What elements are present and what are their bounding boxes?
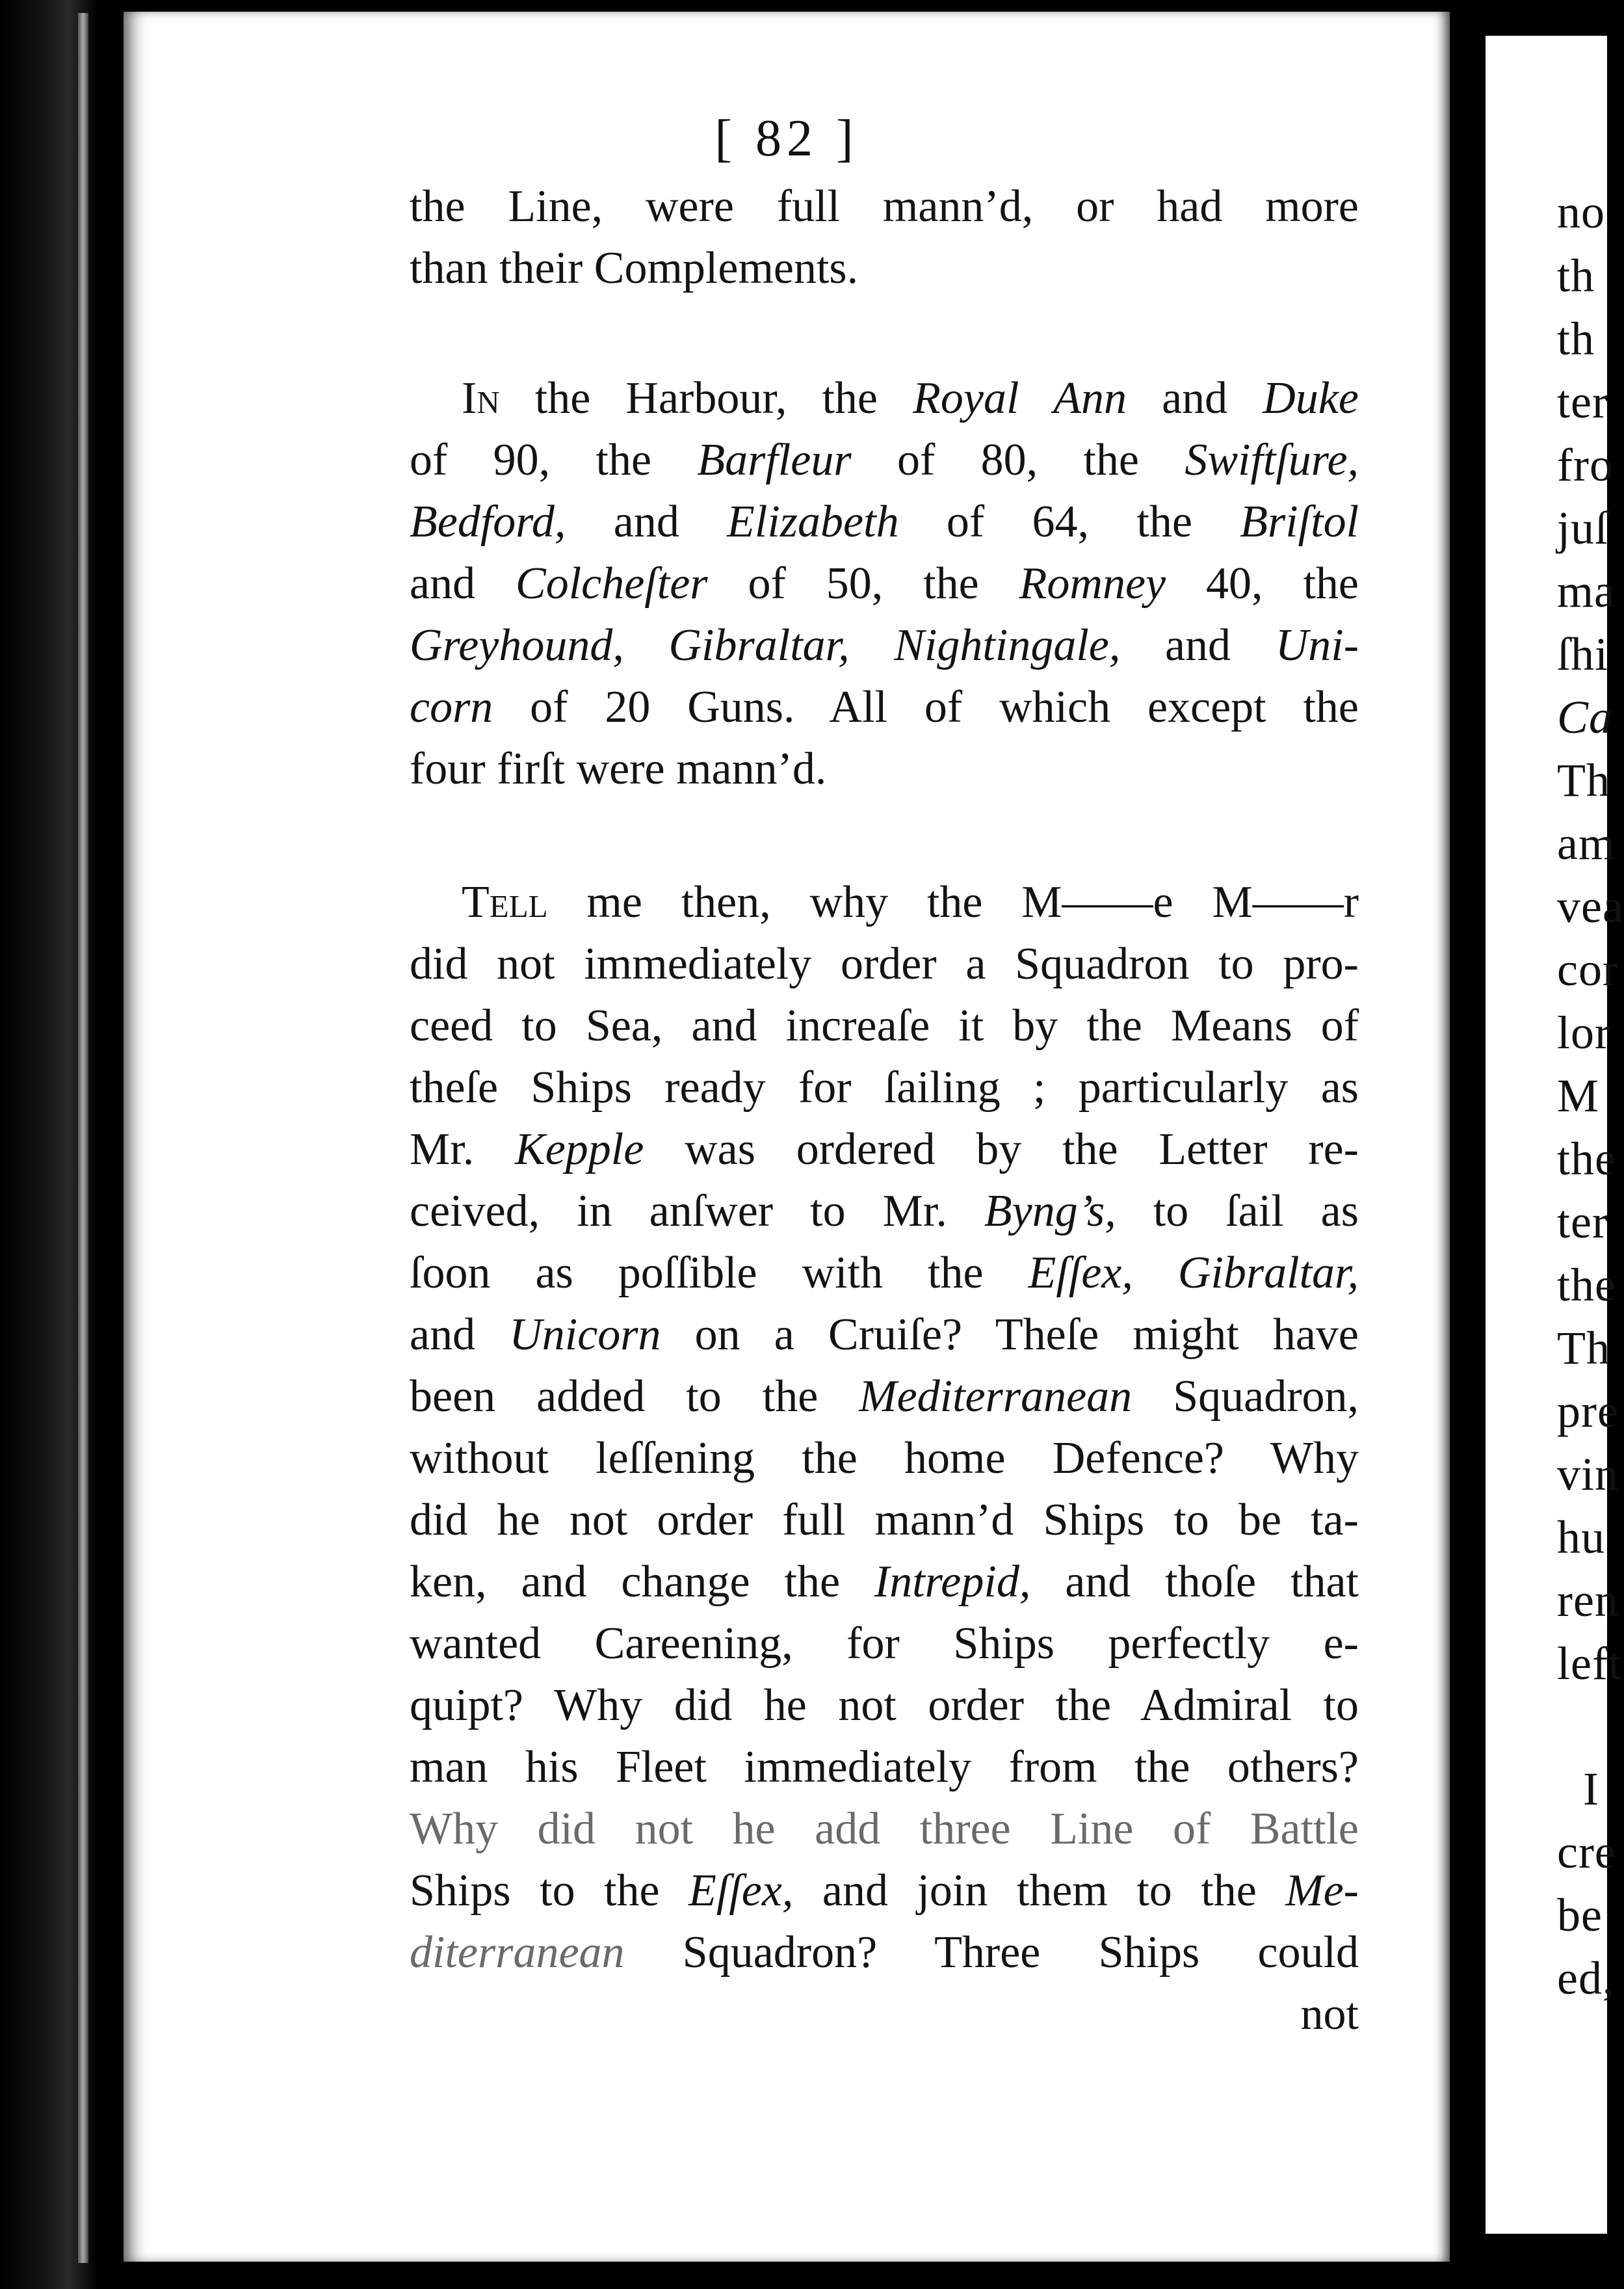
text-run: ceived, in anſwer to Mr. <box>410 1186 984 1236</box>
text-line <box>410 558 1359 610</box>
ship-name: Colcheſter <box>516 559 708 609</box>
facing-text-line: no <box>1557 186 1605 238</box>
text-run: Squadron? Three Ships could <box>624 1927 1359 1978</box>
facing-text-line: ma <box>1557 565 1616 617</box>
facing-text-line: M <box>1557 1070 1600 1122</box>
ship-name: Swiftſure, <box>1185 435 1359 485</box>
ship-name: Gibraltar, <box>668 620 850 670</box>
text-run: ceed to Sea, and increaſe it by the Means of <box>410 1001 1359 1051</box>
place-name: Mediterranean <box>859 1371 1133 1422</box>
text-run: wanted Careening, for Ships perfectly e- <box>410 1619 1359 1669</box>
text-run: of 64, the <box>898 497 1240 547</box>
text-run: and <box>1127 373 1263 423</box>
facing-text-line: ter <box>1557 1196 1608 1248</box>
catchword <box>410 1989 1359 2041</box>
ship-name: Barfleur <box>697 435 852 485</box>
facing-text-line: th <box>1557 250 1595 302</box>
text-line <box>410 1618 1359 1670</box>
text-run: 40, the <box>1166 559 1359 609</box>
text-line <box>410 243 1359 295</box>
text-line <box>410 496 1359 548</box>
facing-text-line: ed, <box>1557 1952 1615 2004</box>
text-run: the Line, were full mann’d, or had more <box>410 181 1359 232</box>
facing-text-line: left <box>1557 1637 1622 1689</box>
text-line <box>410 1865 1359 1917</box>
text-run: me then, why the M——e M——r <box>547 877 1359 927</box>
text-run: of 80, the <box>851 435 1185 485</box>
text-run: theſe Ships ready for ſailing ; particularly as <box>410 1063 1359 1113</box>
text-run: without leſſening the home Defence? Why <box>410 1433 1359 1483</box>
person-name: Byng’s, <box>984 1186 1116 1236</box>
text-run <box>624 620 669 670</box>
text-run: and <box>410 1310 510 1360</box>
facing-text-line: hu <box>1557 1511 1605 1563</box>
facing-text-line: vin <box>1557 1448 1619 1500</box>
facing-text-line: vea <box>1557 880 1624 933</box>
text-run: Tell <box>462 877 548 927</box>
text-run: and thoſe that <box>1030 1557 1359 1607</box>
facing-text-line: Ca <box>1557 691 1614 743</box>
text-run <box>1133 1248 1178 1298</box>
ship-name: Romney <box>1019 559 1166 609</box>
text-run: Squadron, <box>1132 1371 1359 1422</box>
text-run: and <box>1120 620 1276 670</box>
spine-edge <box>78 13 88 2263</box>
text-line <box>410 1247 1359 1299</box>
facing-text-line: cor <box>1557 944 1619 996</box>
text-line <box>410 181 1359 233</box>
ship-name: Duke <box>1263 373 1359 423</box>
facing-text-line: be <box>1557 1889 1603 1941</box>
text-run: and <box>410 559 516 609</box>
text-run: and join them to the <box>793 1866 1286 1916</box>
facing-text-line: ter <box>1557 376 1608 428</box>
ship-name: Eſſex, <box>688 1866 794 1916</box>
text-run: the Harbour, the <box>499 373 913 423</box>
text-run: ſoon as poſſible with the <box>410 1248 1028 1298</box>
place-name: diterranean <box>410 1927 625 1978</box>
facing-text-line: pre <box>1557 1385 1619 1437</box>
text-line <box>410 1124 1359 1176</box>
text-line <box>410 938 1359 990</box>
text-run: and <box>566 497 727 547</box>
text-line <box>410 1000 1359 1052</box>
text-line <box>410 1803 1359 1855</box>
facing-text-line: I <box>1583 1763 1599 1815</box>
text-line <box>410 1927 1359 1979</box>
ship-name: Greyhound, <box>410 620 624 670</box>
text-line <box>410 1556 1359 1608</box>
page-number: [ 82 ] <box>714 110 859 167</box>
text-line <box>410 1371 1359 1423</box>
ship-name: Gibraltar, <box>1177 1248 1359 1298</box>
text-line <box>410 743 1359 795</box>
facing-text-line: lor <box>1557 1007 1611 1059</box>
text-line <box>410 373 1359 425</box>
person-name: Kepple <box>515 1124 644 1174</box>
text-line <box>410 1741 1359 1793</box>
facing-text-line: th <box>1557 313 1595 365</box>
text-run: quipt? Why did he not order the Admiral to <box>410 1680 1359 1730</box>
page-gutter <box>1450 0 1486 2289</box>
ship-name: Unicorn <box>509 1310 661 1360</box>
text-line <box>410 1494 1359 1546</box>
facing-text-line: am <box>1557 817 1616 869</box>
text-run: four firſt were mann’d. <box>410 744 827 794</box>
text-run: ken, and change the <box>410 1557 874 1607</box>
text-line <box>410 1433 1359 1485</box>
text-line <box>410 1680 1359 1732</box>
ship-name: Uni- <box>1275 620 1359 670</box>
text-run: Ships to the <box>410 1866 689 1916</box>
facing-text-line: ren <box>1557 1574 1619 1626</box>
text-run: did he not order full mann’d Ships to be ta- <box>410 1495 1359 1545</box>
text-line <box>410 681 1359 734</box>
ship-name: Nightingale, <box>894 620 1121 670</box>
facing-text-line: the <box>1557 1259 1616 1311</box>
text-run: did not immediately order a Squadron to pro- <box>410 939 1359 989</box>
book-spine <box>0 0 98 2289</box>
text-line <box>410 877 1359 929</box>
text-line <box>410 1062 1359 1114</box>
text-run: In <box>462 373 500 423</box>
facing-page <box>1486 36 1624 2234</box>
text-run: on a Cruiſe? Theſe might have <box>661 1310 1359 1360</box>
ship-name: corn <box>410 682 493 732</box>
text-line <box>410 1185 1359 1237</box>
facing-text-line: fro <box>1557 439 1614 491</box>
text-run: than their Complements. <box>410 243 859 293</box>
text-run: to ſail as <box>1116 1186 1359 1236</box>
facing-text-line: Th <box>1557 1322 1610 1374</box>
facing-text-line: Th <box>1557 754 1610 806</box>
text-run: of 20 Guns. All of which except the <box>493 682 1359 732</box>
text-run: been added to the <box>410 1371 859 1422</box>
facing-text-line: cre <box>1557 1826 1616 1878</box>
text-line <box>410 1309 1359 1361</box>
facing-text-line: juſ <box>1557 502 1609 554</box>
text-run: was ordered by the Letter re- <box>644 1124 1359 1174</box>
book-page <box>124 12 1450 2262</box>
ship-name: Intrepid, <box>874 1557 1031 1607</box>
text-run: man his Fleet immediately from the others? <box>410 1742 1359 1792</box>
text-line <box>410 434 1359 486</box>
text-run: of 90, the <box>410 435 698 485</box>
ship-name: Eſſex, <box>1028 1248 1133 1298</box>
text-run: Mr. <box>410 1124 515 1174</box>
text-run: Why did not he add three Line of Battle <box>410 1804 1359 1854</box>
facing-text-line: ſhi <box>1557 628 1609 680</box>
text-run: not <box>1300 1989 1359 2039</box>
ship-name: Royal Ann <box>913 373 1127 423</box>
ship-name: Elizabeth <box>727 497 899 547</box>
ship-name: Briſtol <box>1240 497 1359 547</box>
ship-name: Bedford, <box>410 497 566 547</box>
text-line <box>410 620 1359 672</box>
place-name: Me- <box>1285 1866 1359 1916</box>
text-run: of 50, the <box>707 559 1019 609</box>
text-run <box>850 620 895 670</box>
facing-text-line: the <box>1557 1133 1616 1185</box>
